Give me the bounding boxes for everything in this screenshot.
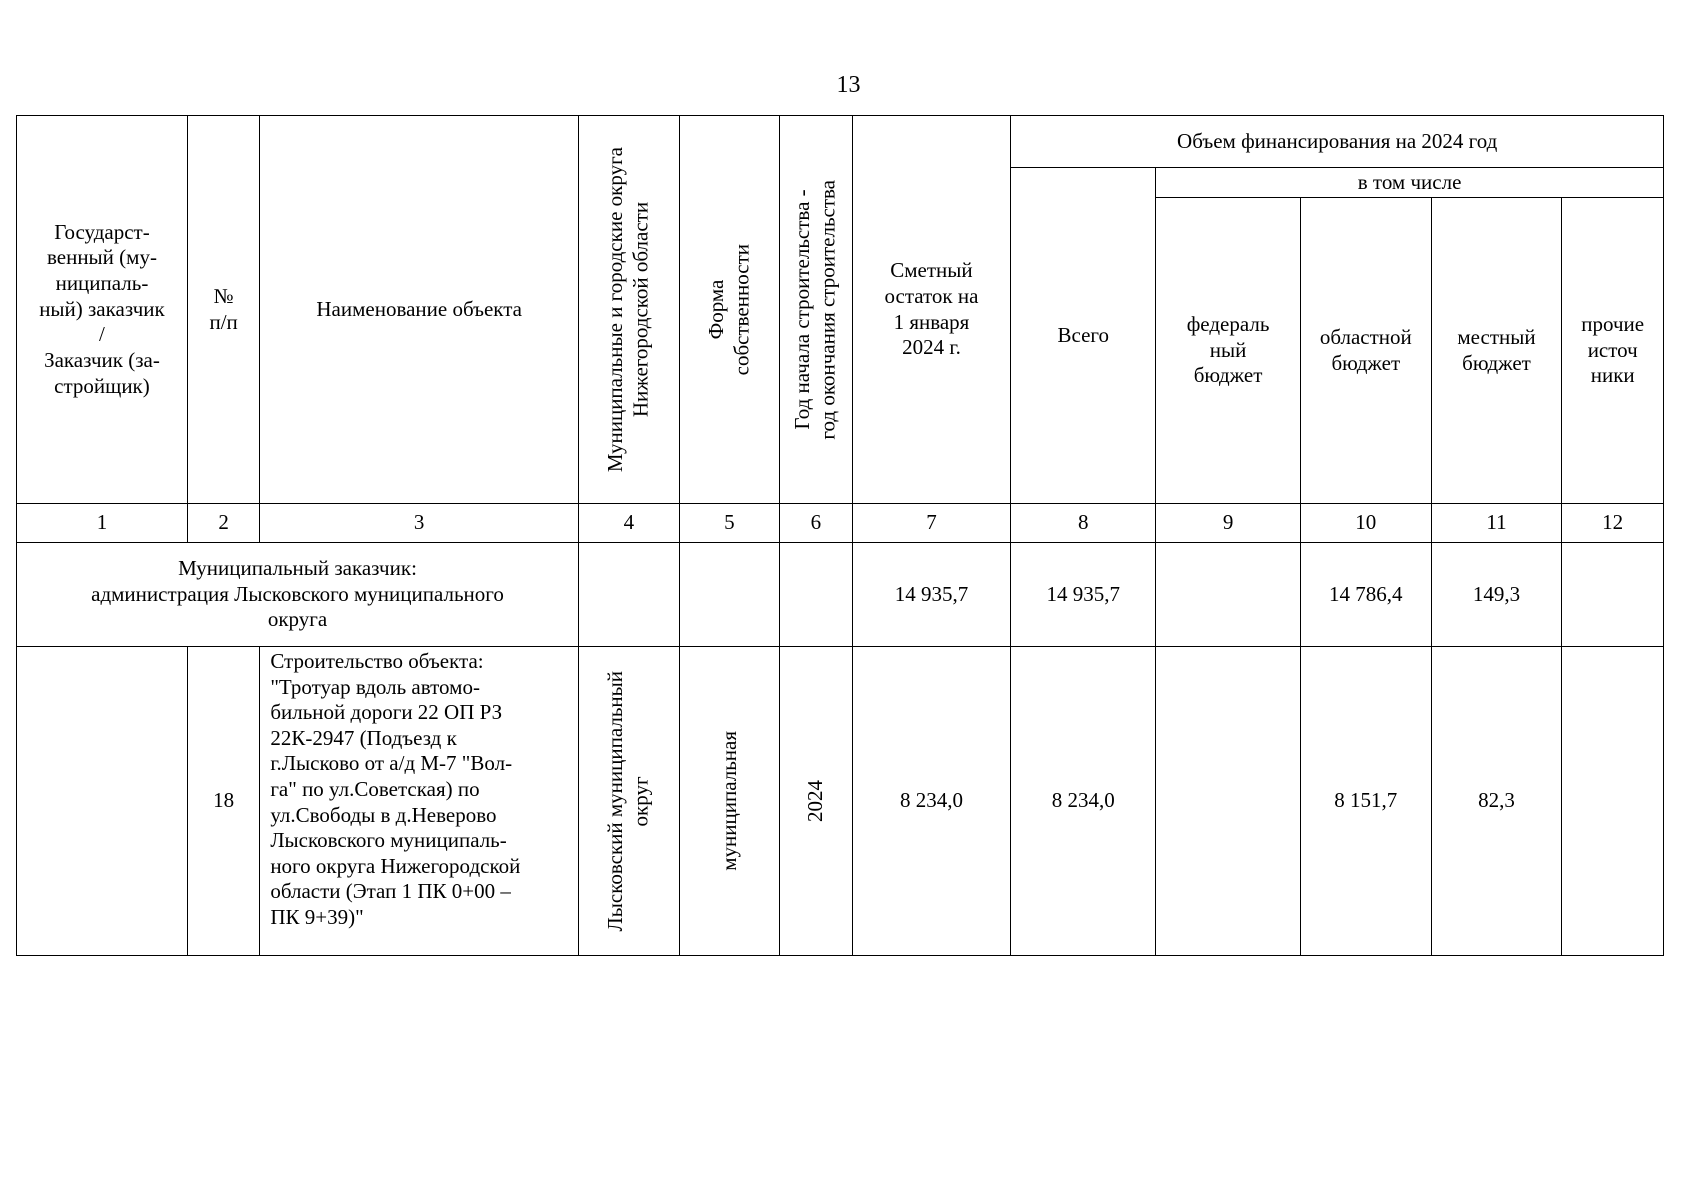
customer-years — [780, 543, 852, 647]
object-total: 8 234,0 — [1011, 647, 1156, 956]
customer-regional: 14 786,4 — [1300, 543, 1431, 647]
customer-local: 149,3 — [1431, 543, 1562, 647]
object-ownership-text: муниципальная — [716, 731, 741, 871]
object-name: Строительство объекта: "Тротуар вдоль автомо- бильной дороги 22 ОП РЗ 22К-2947 (Подъезд к г.Лысково от а/д М-7 "Вол- га" по ул.Советская) по ул.Свободы в д.Неверово Лысковского муниципаль- ного округа Нижегородской области (Этап 1 ПК 0+00 – ПК 9+39)" — [260, 647, 579, 956]
column-number: 8 — [1011, 504, 1156, 543]
object-district-text: Лысковский муниципальный округ — [603, 670, 653, 932]
header-local: местный бюджет — [1431, 198, 1562, 504]
page-number: 13 — [836, 72, 861, 98]
object-customer — [17, 647, 188, 956]
column-number: 7 — [852, 504, 1011, 543]
customer-ownership — [679, 543, 780, 647]
financing-table — [16, 115, 1664, 956]
customer-federal — [1156, 543, 1301, 647]
customer-estimate: 14 935,7 — [852, 543, 1011, 647]
header-districts-text: Муниципальные и городские округа Нижегородской области — [603, 146, 653, 473]
object-estimate: 8 234,0 — [852, 647, 1011, 956]
customer-district — [579, 543, 680, 647]
object-row — [17, 647, 1664, 956]
object-number: 18 — [187, 647, 259, 956]
column-number: 11 — [1431, 504, 1562, 543]
customer-other — [1562, 543, 1664, 647]
object-ownership — [679, 647, 780, 956]
column-number: 9 — [1156, 504, 1301, 543]
header-years — [780, 116, 852, 504]
object-federal — [1156, 647, 1301, 956]
header-including: в том числе — [1156, 168, 1664, 198]
header-federal: федераль ный бюджет — [1156, 198, 1301, 504]
header-years-text: Год начала строительства - год окончания строительства — [790, 179, 840, 440]
column-number-row — [17, 504, 1664, 543]
object-year-text: 2024 — [803, 780, 828, 822]
object-regional: 8 151,7 — [1300, 647, 1431, 956]
customer-label: Муниципальный заказчик: администрация Лысковского муниципального округа — [17, 543, 579, 647]
header-ownership-text: Форма собственности — [703, 243, 754, 376]
object-district — [579, 647, 680, 956]
customer-row — [17, 543, 1664, 647]
header-number: № п/п — [187, 116, 259, 504]
header-funding-group: Объем финансирования на 2024 год — [1011, 116, 1664, 168]
header-ownership — [679, 116, 780, 504]
header-other: прочие источ ники — [1562, 198, 1664, 504]
header-estimate: Сметный остаток на 1 января 2024 г. — [852, 116, 1011, 504]
header-customer: Государст- венный (му- ниципаль- ный) заказчик / Заказчик (за- стройщик) — [17, 116, 188, 504]
object-local: 82,3 — [1431, 647, 1562, 956]
column-number: 4 — [579, 504, 680, 543]
header-regional: областной бюджет — [1300, 198, 1431, 504]
column-number: 6 — [780, 504, 852, 543]
column-number: 5 — [679, 504, 780, 543]
column-number: 10 — [1300, 504, 1431, 543]
customer-total: 14 935,7 — [1011, 543, 1156, 647]
header-total: Всего — [1011, 168, 1156, 504]
column-number: 12 — [1562, 504, 1664, 543]
header-districts — [579, 116, 680, 504]
column-number: 1 — [17, 504, 188, 543]
object-year — [780, 647, 852, 956]
column-number: 3 — [260, 504, 579, 543]
header-object-name: Наименование объекта — [260, 116, 579, 504]
object-other — [1562, 647, 1664, 956]
column-number: 2 — [187, 504, 259, 543]
